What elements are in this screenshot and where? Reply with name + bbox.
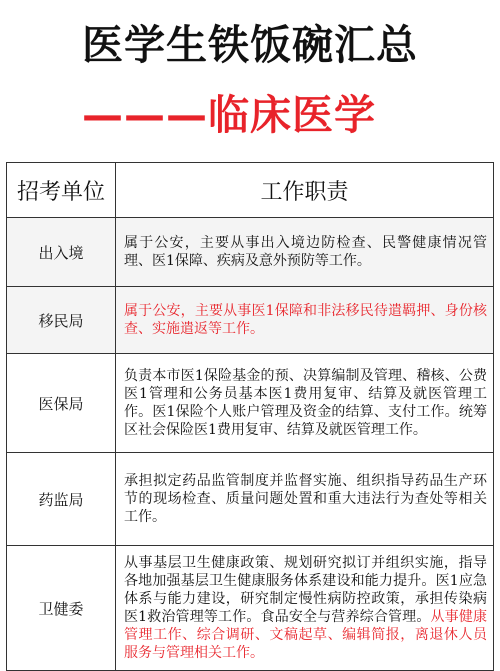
duty-text-red: 属于公安，主要从事医1保障和非法移民待遣羁押、身份核查、实施遣返等工作。	[124, 303, 487, 337]
row-unit: 医保局	[7, 354, 116, 453]
row-duty	[116, 453, 494, 546]
header-unit: 招考单位	[7, 163, 116, 218]
table-row	[7, 546, 494, 671]
row-unit: 移民局	[7, 287, 116, 354]
duty-text: 从事基层卫生健康政策、规划研究拟订并组织实施，指导各地加强基层卫生健康服务体系建设和能力提升。医1应急体系与能力建设，研究制定慢性病防控政策，承担传染病医1救治管理等工作。食品安全与营养综合管理。	[124, 555, 487, 625]
duty-text-red: 从事健康管理工作、综合调研、文稿起草、编辑简报，离退休人员服务与管理相关工作。	[124, 609, 488, 661]
header-duty: 工作职责	[116, 163, 494, 218]
row-unit: 卫健委	[7, 546, 116, 671]
table-row	[7, 287, 494, 354]
duty-text: 承担拟定药品监管制度并监督实施、组织指导药品生产环节的现场检查、质量问题处置和重大违法行为查处等相关工作。	[124, 473, 487, 525]
duty-text: 负责本市医1保险基金的预、决算编制及管理、稽核、公费医1管理和公务员基本医1费用复审、结算及就医管理工作。医1保险个人账户管理及资金的结算、支付工作。统筹区社会保险医1费用复审、结算及就医管理工作。	[124, 368, 487, 438]
row-duty	[116, 546, 494, 671]
page-title: 医学生铁饭碗汇总	[82, 21, 418, 69]
table-row	[7, 218, 494, 287]
page-subtitle: ———临床医学	[82, 91, 376, 139]
table-row	[7, 453, 494, 546]
table-row	[7, 354, 494, 453]
row-unit: 出入境	[7, 218, 116, 287]
duty-text: 属于公安，主要从事出入境边防检查、民警健康情况管理、医1保障、疾病及意外预防等工作。	[124, 235, 487, 269]
duty-table	[6, 162, 494, 671]
row-duty	[116, 354, 494, 453]
row-duty	[116, 218, 494, 287]
table-header-row	[7, 163, 494, 218]
row-unit: 药监局	[7, 453, 116, 546]
row-duty	[116, 287, 494, 354]
